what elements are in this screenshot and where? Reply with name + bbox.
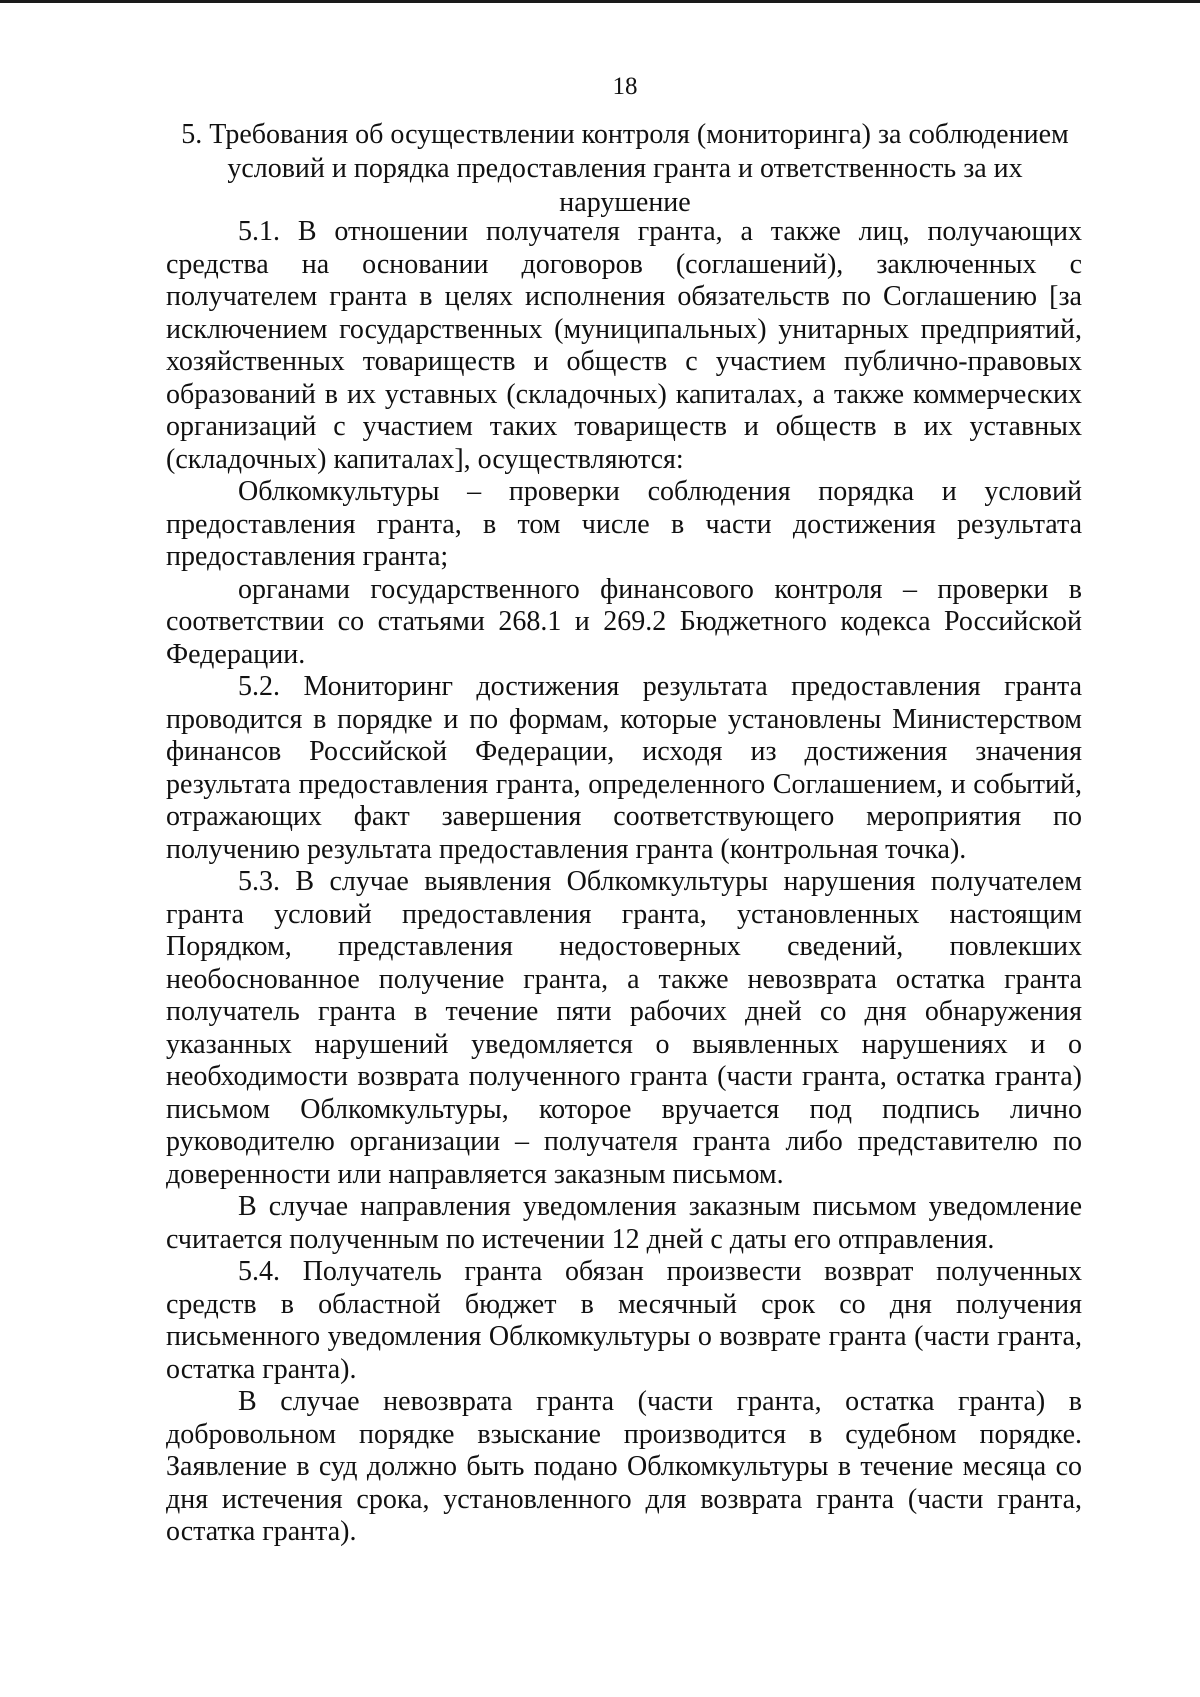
paragraph-financial-control: органами государственного финансового контроля – проверки в соответствии со статьями 268.1 и 269.2 Бюджетного кодекса Российской Федерации. — [166, 573, 1082, 670]
paragraph-oblkomkultury-checks: Облкомкультуры – проверки соблюдения порядка и условий предоставления гранта, в том числе в части достижения результата предоставления гранта; — [166, 476, 1082, 572]
paragraph-5-1: 5.1. В отношении получателя гранта, а также лиц, получающих средства на основании договоров (соглашений), заключенных с получателем гранта в целях исполнения обязательств по Соглашению [за исключением государственных (муниципальных) унитарных предприятий, хозяйственных товариществ и обществ с участием публично-правовых образований в их уставных (складочных) капиталах, а также коммерческих организаций с участием таких товариществ и обществ в их уставных (складочных) капиталах], осуществляются: — [166, 216, 1082, 475]
paragraph-5-4: 5.4. Получатель гранта обязан произвести возврат полученных средств в областной бюджет в месячный срок со дня получения письменного уведомления Облкомкультуры о возврате гранта (части гранта, остатка гранта). — [166, 1256, 1082, 1385]
paragraph-5-3: 5.3. В случае выявления Облкомкультуры нарушения получателем гранта условий предоставления гранта, установленных настоящим Порядком, представления недостоверных сведений, повлекших необоснованное получение гранта, а также невозврата остатка гранта получатель гранта в течение пяти рабочих дней со дня обнаружения указанных нарушений уведомляется о выявленных нарушениях и о необходимости возврата полученного гранта (части гранта, остатка гранта) письмом Облкомкультуры, которое вручается под подпись лично руководителю организации – получателя гранта либо представителю по доверенности или направляется заказным письмом. — [166, 866, 1082, 1190]
paragraph-5-2: 5.2. Мониторинг достижения результата предоставления гранта проводится в порядке и по формам, которые установлены Министерством финансов Российской Федерации, исходя из достижения значения результата предоставления гранта, определенного Соглашением, и событий, отражающих факт завершения соответствующего мероприятия по получению результата предоставления гранта (контрольная точка). — [166, 671, 1082, 865]
section-heading: 5. Требования об осуществлении контроля (мониторинга) за соблюдением условий и порядка предоставления гранта и ответственность за их нарушение — [181, 119, 1069, 218]
page-number: 18 — [612, 73, 638, 100]
page-top-border — [0, 0, 1200, 3]
paragraph-court-recovery: В случае невозврата гранта (части гранта, остатка гранта) в добровольном порядке взыскание производится в судебном порядке. Заявление в суд должно быть подано Облкомкультуры в течение месяца со дня истечения срока, установленного для возврата гранта (части гранта, остатка гранта). — [166, 1386, 1082, 1547]
paragraph-registered-letter: В случае направления уведомления заказным письмом уведомление считается полученным по истечении 12 дней с даты его отправления. — [166, 1191, 1082, 1255]
document-body — [166, 216, 1082, 1549]
